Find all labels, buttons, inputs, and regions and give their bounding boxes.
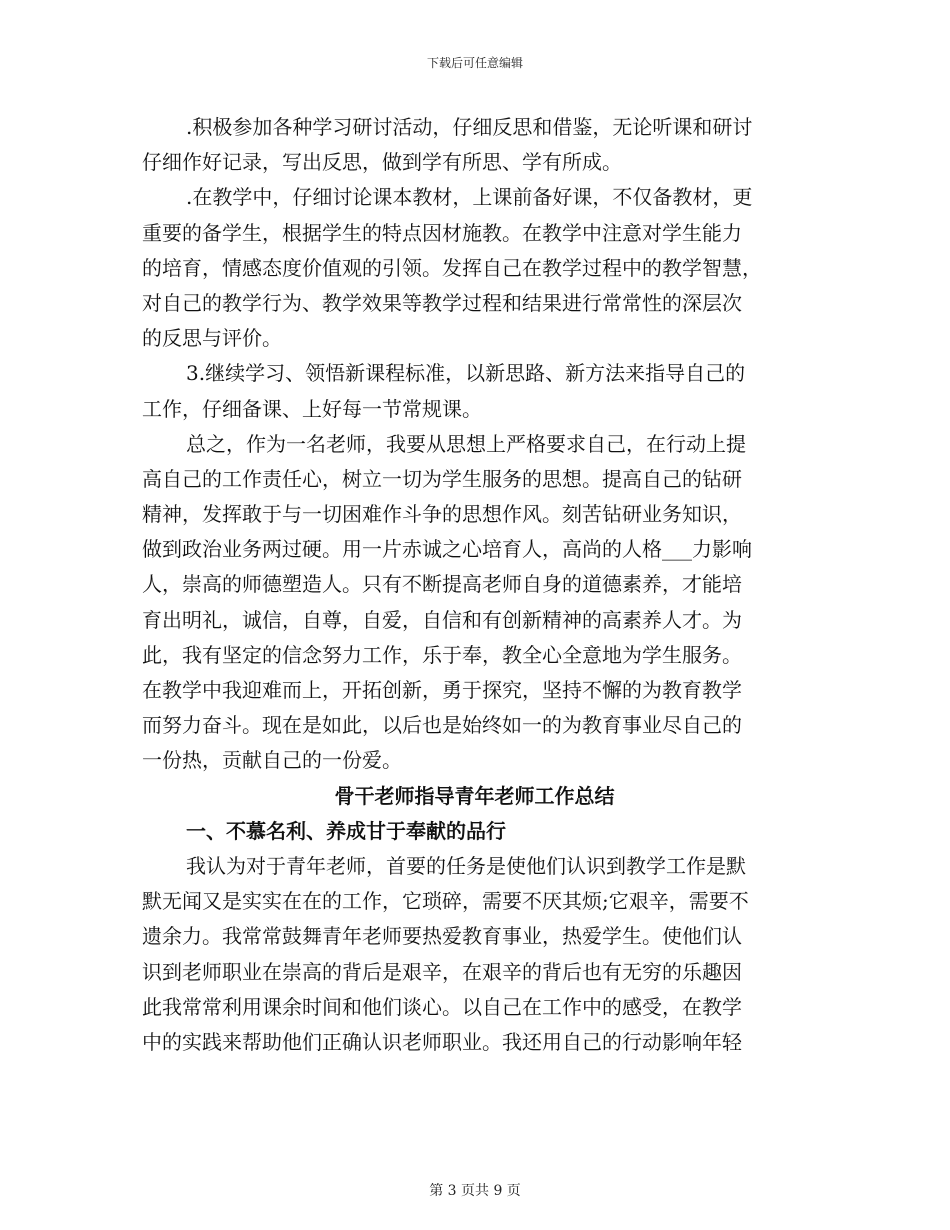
paragraph-line: 育出明礼，诚信，自尊，自爱，自信和有创新精神的高素养人才。为 bbox=[142, 607, 742, 632]
paragraph-line: 重要的备学生，根据学生的特点因材施教。在教学中注意对学生能力 bbox=[142, 220, 742, 245]
paragraph-line: 识到老师职业在崇高的背后是艰辛，在艰辛的背后也有无穷的乐趣因 bbox=[142, 959, 742, 984]
paragraph-line: 3.继续学习、领悟新课程标准，以新思路、新方法来指导自己的 bbox=[186, 361, 746, 386]
paragraph-line: .在教学中，仔细讨论课本教材，上课前备好课，不仅备教材，更 bbox=[186, 185, 753, 210]
paragraph-line: 此我常常利用课余时间和他们谈心。以自己在工作中的感受，在教学 bbox=[142, 994, 742, 1019]
paragraph-line: 一份热，贡献自己的一份爱。 bbox=[142, 748, 402, 773]
paragraph-line: .积极参加各种学习研讨活动，仔细反思和借鉴，无论听课和研讨 bbox=[186, 115, 753, 139]
paragraph-line: 我认为对于青年老师，首要的任务是使他们认识到教学工作是默 bbox=[186, 853, 746, 878]
paragraph-line: 工作，仔细备课、上好每一节常规课。 bbox=[142, 396, 482, 421]
page-header: 下载后可任意编辑 bbox=[426, 56, 523, 70]
paragraph-line: 高自己的工作责任心，树立一切为学生服务的思想。提高自己的钻研 bbox=[142, 466, 742, 491]
paragraph-line: 而努力奋斗。现在是如此，以后也是始终如一的为教育事业尽自己的 bbox=[142, 713, 742, 738]
paragraph-line: 此，我有坚定的信念努力工作，乐于奉，教全心全意地为学生服务。 bbox=[142, 642, 742, 667]
paragraph-line: 精神，发挥敢于与一切困难作斗争的思想作风。刻苦钻研业务知识， bbox=[142, 502, 742, 527]
section-heading: 一、不慕名利、养成甘于奉献的品行 bbox=[186, 818, 506, 843]
paragraph-line: 遗余力。我常常鼓舞青年老师要热爱教育事业，热爱学生。使他们认 bbox=[142, 924, 742, 949]
paragraph-line: 中的实践来帮助他们正确认识老师职业。我还用自己的行动影响年轻 bbox=[142, 1029, 742, 1054]
paragraph-line: 默无闻又是实实在在的工作，它琐碎，需要不厌其烦;它艰辛，需要不 bbox=[142, 889, 749, 914]
paragraph-line: 仔细作好记录，写出反思，做到学有所思、学有所成。 bbox=[142, 150, 622, 175]
section-title: 骨干老师指导青年老师工作总结 bbox=[334, 783, 615, 808]
paragraph-line: 对自己的教学行为、教学效果等教学过程和结果进行常常性的深层次 bbox=[142, 290, 742, 315]
paragraph-line: 做到政治业务两过硬。用一片赤诚之心培育人，高尚的人格___力影响 bbox=[142, 537, 752, 562]
paragraph-line: 人，崇高的师德塑造人。只有不断提高老师自身的道德素养，才能培 bbox=[142, 572, 742, 597]
paragraph-line: 的反思与评价。 bbox=[142, 326, 282, 351]
paragraph-line: 总之，作为一名老师，我要从思想上严格要求自己，在行动上提 bbox=[186, 431, 746, 456]
paragraph-line: 在教学中我迎难而上，开拓创新，勇于探究，坚持不懈的为教育教学 bbox=[142, 678, 742, 702]
page-footer: 第 3 页共 9 页 bbox=[429, 1183, 521, 1199]
document-body bbox=[142, 110, 807, 1060]
paragraph-line: 的培育，情感态度价值观的引领。发挥自己在教学过程中的教学智慧， bbox=[142, 255, 762, 280]
